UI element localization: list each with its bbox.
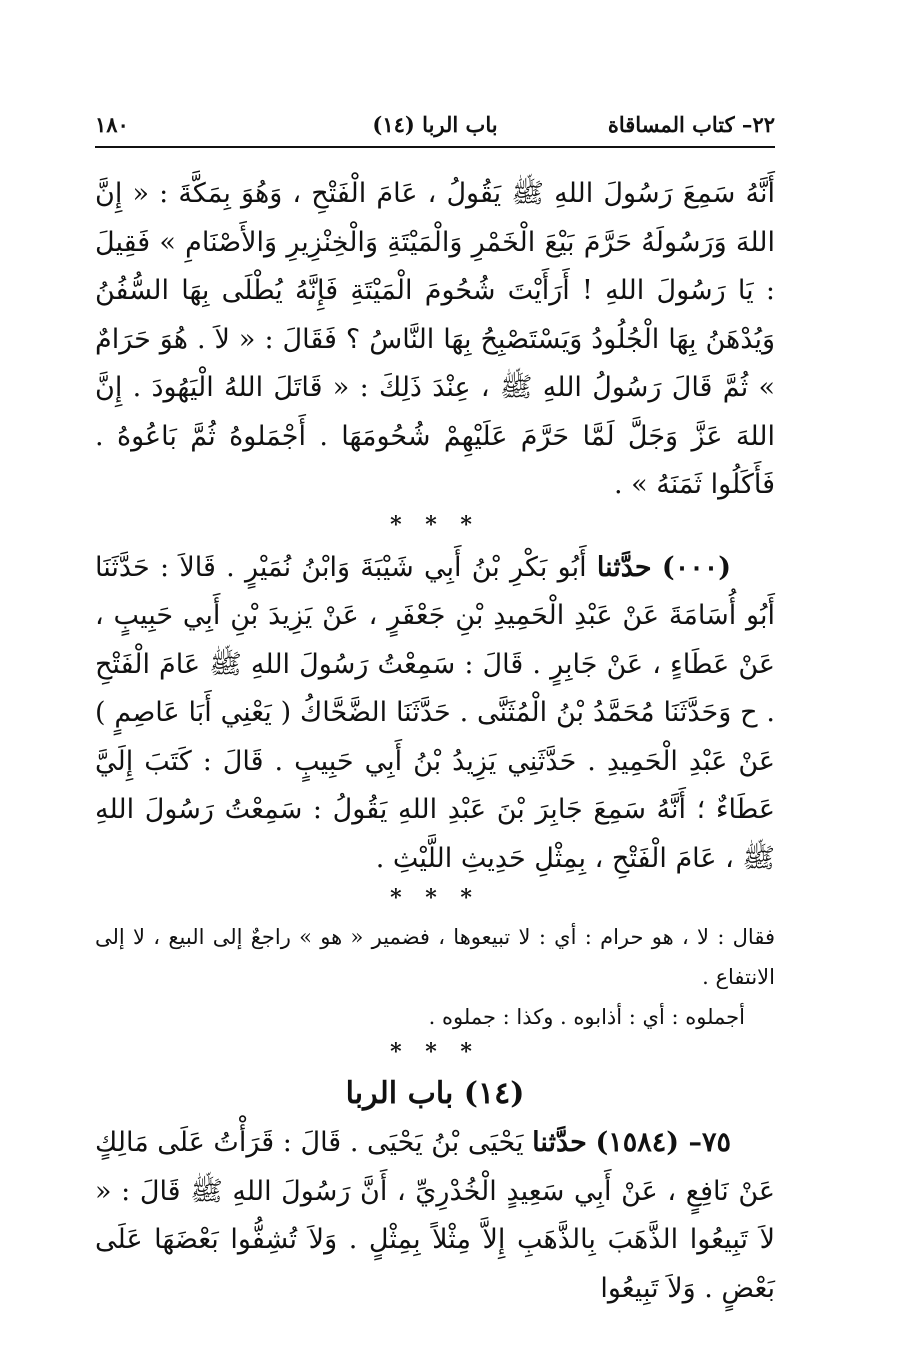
hadith-number: ٧٥– (١٥٨٤) [595,1127,731,1158]
page-header [95,108,775,146]
footnote-2: أجملوه : أي : أذابوه . وكذا : جملوه . [428,1005,745,1029]
header-rule [95,146,775,148]
hadith-number: (٠٠٠) [661,551,731,583]
separator-3: * * * [390,1039,480,1065]
running-book-title: ٢٢– كتاب المساقاة [607,112,775,137]
hadith-text: أَبُو بَكْرِ بْنُ أَبِي شَيْبَةَ وَابْنُ نُمَيْرٍ . قَالاَ : حَدَّثَنَا أَبُو أُسَامَةَ عَنْ عَبْدِ الْحَمِيدِ بْنِ جَعْفَرٍ ، عَنْ يَزِيدَ بْنِ أَبِي حَبِيبٍ ، عَنْ عَطَاءٍ ، عَنْ جَابِرٍ . قَالَ : سَمِعْتُ رَسُولَ اللهِ ﷺ عَامَ الْفَتْحِ . ح وَحَدَّثَنَا مُحَمَّدُ بْنُ الْمُثَنَّى . حَدَّثَنَا الضَّحَّاكُ ( يَعْنِي أَبَا عَاصِمٍ ) عَنْ عَبْدِ الْحَمِيدِ . حَدَّثَنِي يَزِيدُ بْنُ أَبِي حَبِيبٍ . قَالَ : كَتَبَ إِلَيَّ عَطَاءٌ ؛ أَنَّهُ سَمِعَ جَابِرَ بْنَ عَبْدِ اللهِ يَقُولُ : سَمِعْتُ رَسُولَ اللهِ ﷺ ، عَامَ الْفَتْحِ ، بِمِثْلِ حَدِيثِ اللَّيْثِ . [95,551,775,874]
running-chapter-title: (١٤) باب الربا [372,112,498,137]
separator-1: * * * [390,511,480,538]
hadith-text: يَحْيَى بْنُ يَحْيَى . قَالَ : قَرَأْتُ عَلَى مَالِكٍ عَنْ نَافِعٍ ، عَنْ أَبِي سَعِيدٍ الْخُدْرِيِّ ، أَنَّ رَسُولَ اللهِ ﷺ قَالَ : « لاَ تَبِيعُوا الذَّهَبَ بِالذَّهَبِ إِلاَّ مِثْلاً بِمِثْلٍ . وَلاَ تُشِفُّوا بَعْضَهَا عَلَى بَعْضٍ . وَلاَ تَبِيعُوا [95,1127,775,1304]
hadith-paragraph-2 [95,544,775,884]
hadith-lead-word: حدَّثنا [532,1127,587,1158]
separator-2: * * * [390,885,480,911]
hadith-paragraph-1: أَنَّهُ سَمِعَ رَسُولَ اللهِ ﷺ يَقُولُ ، عَامَ الْفَتْحِ ، وَهُوَ بِمَكَّةَ : « إِنَّ اللهَ وَرَسُولَهُ حَرَّمَ بَيْعَ الْخَمْرِ وَالْمَيْتَةِ وَالْخِنْزِيرِ وَالأَصْنَامِ » فَقِيلَ : يَا رَسُولَ اللهِ ! أَرَأَيْتَ شُحُومَ الْمَيْتَةِ فَإِنَّهُ يُطْلَى بِهَا السُّفُنُ وَيُدْهَنُ بِهَا الْجُلُودُ وَيَسْتَصْبِحُ بِهَا النَّاسُ ؟ فَقَالَ : « لاَ . هُوَ حَرَامٌ » ثُمَّ قَالَ رَسُولُ اللهِ ﷺ ، عِنْدَ ذَلِكَ : « قَاتَلَ اللهُ الْيَهُودَ . إِنَّ اللهَ عَزَّ وَجَلَّ لَمَّا حَرَّمَ عَلَيْهِمْ شُحُومَهَا . أَجْمَلوهُ ثُمَّ بَاعُوهُ . فَأَكَلُوا ثَمَنَهُ » . [95,178,775,500]
hadith-paragraph-3 [95,1119,775,1313]
footnote-1: فقال : لا ، هو حرام : أي : لا تبيعوها ، فضمير « هو » راجعٌ إلى البيع ، لا إلى الانتفاع . [95,925,775,989]
chapter-heading: (١٤) باب الربا [345,1076,525,1111]
hadith-lead-word: حدَّثنا [596,551,652,583]
page-number: ١٨٠ [95,112,129,137]
book-page [95,108,775,1313]
